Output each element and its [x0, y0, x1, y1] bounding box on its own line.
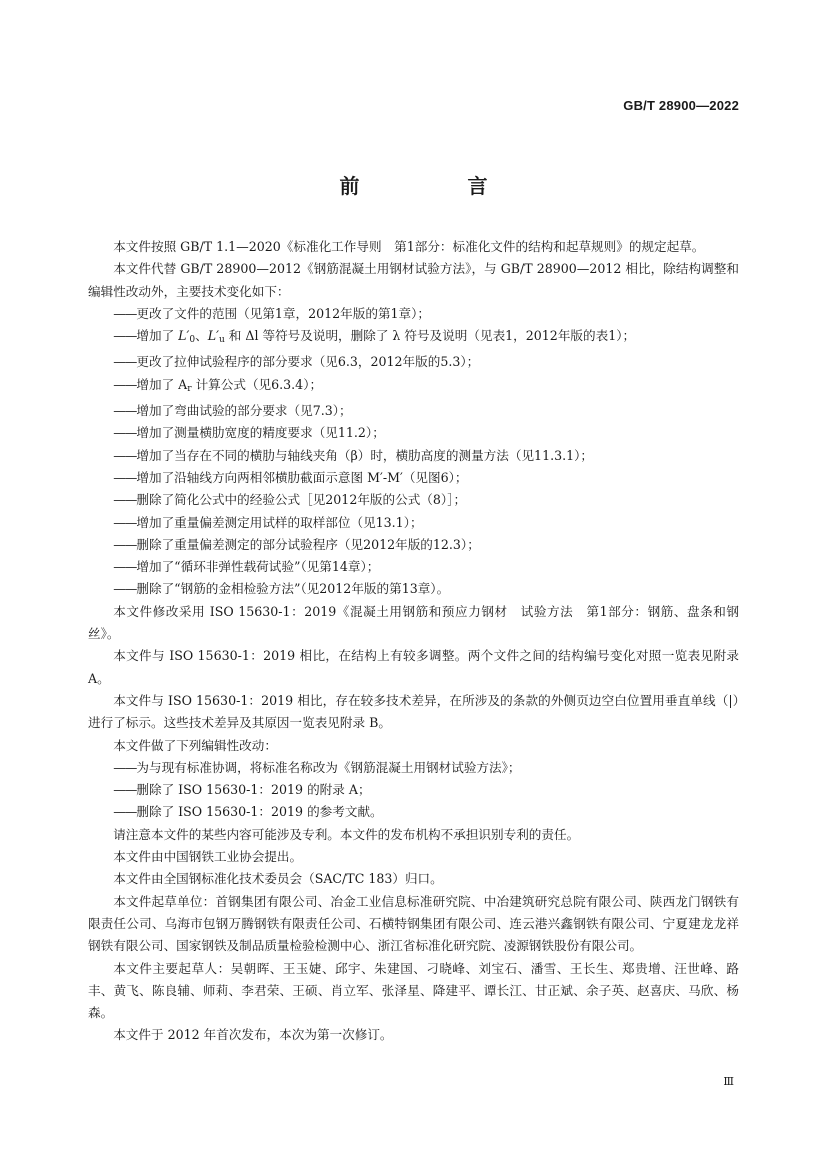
section-title: 前 言 [339, 174, 532, 198]
change-item: ——增加了测量横肋宽度的精度要求（见11.2）； [113, 425, 385, 441]
change-item: ——增加了重量偏差测定用试样的取样部位（见13.1）； [113, 514, 423, 530]
change-item: ——更改了文件的范围（见第1章，2012年版的第1章）； [113, 305, 431, 321]
paragraph-committee: 本文件由全国钢标准化技术委员会（SAC/TC 183）归口。 [113, 871, 443, 887]
change-item: ——增加了弯曲试验的部分要求（见7.3）； [113, 403, 352, 419]
paragraph-drafters: 本文件主要起草人：吴朝晖、王玉婕、邱宇、朱建国、刁晓峰、刘宝石、潘雪、王长生、郑贵增、汪世峰、路丰、黄飞、陈良辅、师莉、李君荣、王硕、肖立军、张泽星、降建平、谭长江、甘正斌、余子英、赵喜庆、马欣、杨森。 [88, 960, 739, 1021]
paragraph-replacement: 本文件代替 GB/T 28900—2012《钢筋混凝土用钢材试验方法》，与 GB/T 28900—2012 相比，除结构调整和编辑性改动外，主要技术变化如下： [88, 261, 739, 299]
paragraph-editorial-intro: 本文件做了下列编辑性改动： [113, 737, 277, 753]
standard-number: GB/T 28900—2022 [623, 98, 739, 113]
paragraph-technical-diff: 本文件与 ISO 15630-1：2019 相比，存在较多技术差异，在所涉及的条款的外侧页边空白位置用垂直单线（|）进行了标示。这些技术差异及其原因一览表见附录 B。 [88, 692, 739, 731]
page-number: Ⅲ [723, 1075, 734, 1088]
paragraph-structure-diff: 本文件与 ISO 15630-1：2019 相比，在结构上有较多调整。两个文件之间的结构编号变化对照一览表见附录 A。 [88, 648, 739, 686]
paragraph-patent: 请注意本文件的某些内容可能涉及专利。本文件的发布机构不承担识别专利的责任。 [113, 826, 580, 842]
foreword-body [88, 236, 739, 1047]
change-item: ——增加了 $L'_0$、$L'_u$ 和 Δl 等符号及说明，删除了 λ 符号及说明（见表1，2012年版的表1）； [113, 328, 636, 346]
paragraph-iso-adoption: 本文件修改采用 ISO 15630-1：2019《混凝土用钢筋和预应力钢材 试验方法 第1部分：钢筋、盘条和钢丝》。 [88, 603, 739, 642]
paragraph-proposer: 本文件由中国钢铁工业协会提出。 [113, 849, 303, 865]
change-item: ——更改了拉伸试验程序的部分要求（见6.3，2012年版的5.3）； [113, 354, 480, 370]
change-item: ——删除了重量偏差测定的部分试验程序（见2012年版的12.3）； [113, 536, 480, 552]
paragraph-history: 本文件于 2012 年首次发布，本次为第一次修订。 [113, 1027, 393, 1043]
paragraph-drafting-units: 本文件起草单位：首钢集团有限公司、冶金工业信息标准研究院、中冶建筑研究总院有限公司、陕西龙门钢铁有限责任公司、乌海市包钢万腾钢铁有限责任公司、石横特钢集团有限公司、连云港兴鑫钢铁有限公司、宁夏建龙龙祥钢铁有限公司、国家钢铁及制品质量检验检测中心、浙江省标准化研究院、凌源钢铁股份有限公司。 [88, 893, 739, 954]
change-item: ——增加了“循环非弹性载荷试验”（见第14章）； [113, 559, 380, 575]
change-item: ——增加了沿轴线方向两相邻横肋截面示意图 M′-M′（见图6）； [113, 469, 468, 485]
editorial-item: ——删除了 ISO 15630-1：2019 的附录 A； [113, 782, 371, 798]
paragraph-drafting-rules: 本文件按照 GB/T 1.1—2020《标准化工作导则 第1部分：标准化文件的结构和起草规则》的规定起草。 [113, 239, 705, 254]
change-item: ——删除了简化公式中的经验公式［见2012年版的公式（8）］； [113, 492, 467, 508]
change-item: ——删除了“钢筋的金相检验方法”（见2012年版的第13章）。 [113, 581, 450, 597]
editorial-item: ——删除了 ISO 15630-1：2019 的参考文献。 [113, 804, 383, 820]
editorial-item: ——为与现有标准协调，将标准名称改为《钢筋混凝土用钢材试验方法》； [113, 759, 521, 775]
change-item: ——增加了 $A_r$ 计算公式（见6.3.4）； [113, 376, 323, 394]
change-item: ——增加了当存在不同的横肋与轴线夹角（β）时，横肋高度的测量方法（见11.3.1）； [113, 447, 594, 463]
